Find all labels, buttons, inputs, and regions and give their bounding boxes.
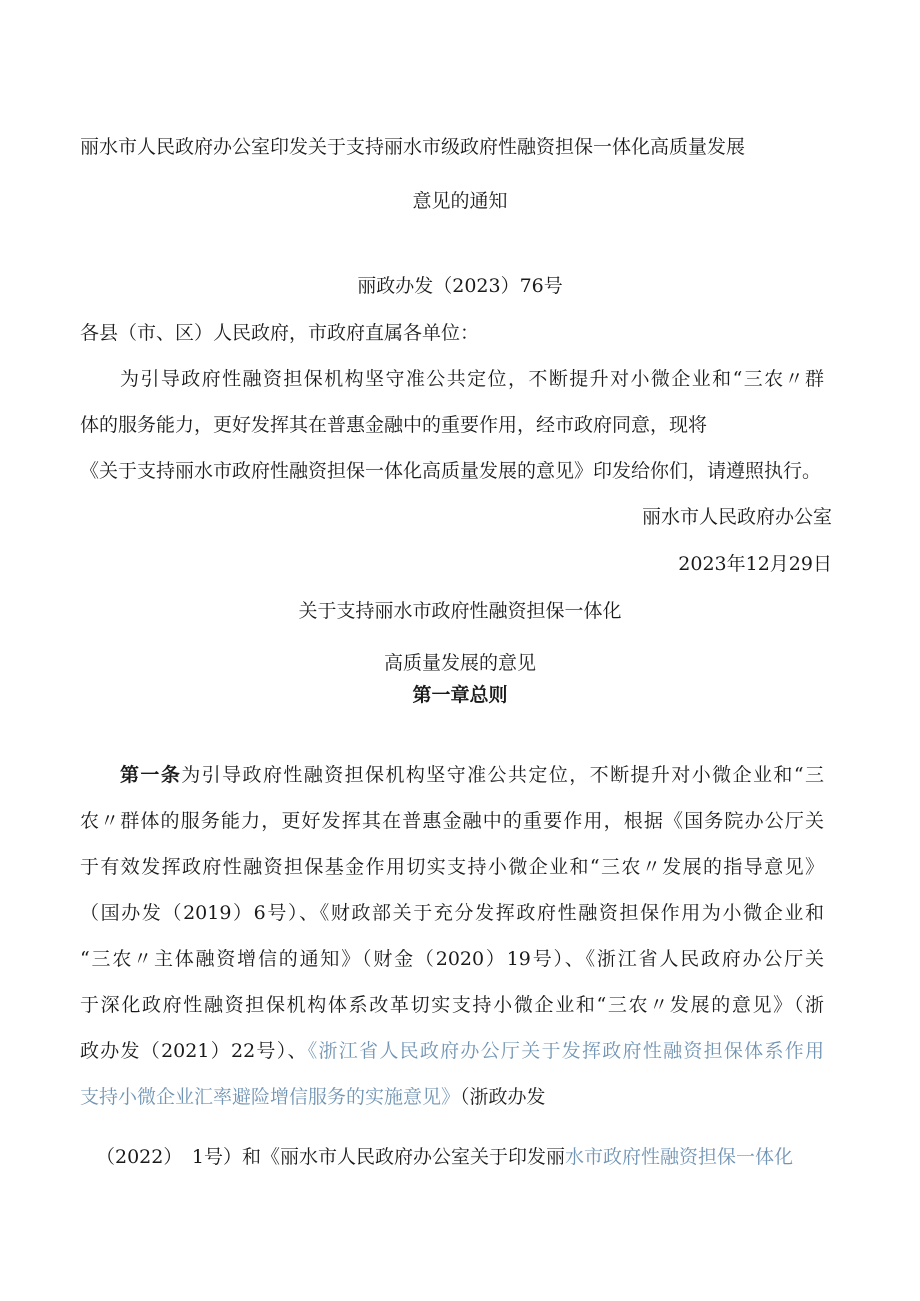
article1-line9 bbox=[96, 1142, 793, 1169]
article-label: 第一条 bbox=[120, 764, 182, 786]
document-number: 丽政办发（2023）76号 bbox=[357, 275, 563, 297]
notice-body-line1: 为引导政府性融资担保机构坚守准公共定位，不断提升对小微企业和“三农〃群 bbox=[120, 368, 824, 390]
article1-line7-text: 政办发（2021）22号）、 bbox=[80, 1040, 308, 1062]
notice-title-line2: 意见的通知 bbox=[412, 190, 508, 212]
zhejiang-opinion-link-cont[interactable]: 支持小微企业汇率避险增信服务的实施意见》 bbox=[80, 1086, 461, 1108]
notice-body-line2: 体的服务能力，更好发挥其在普惠金融中的重要作用，经市政府同意，现将 bbox=[80, 414, 708, 436]
issuer: 丽水市人民政府办公室 bbox=[641, 506, 832, 528]
zhejiang-opinion-link[interactable]: 《浙江省人民政府办公厅关于发挥政府性融资担保体系作用 bbox=[307, 1040, 824, 1062]
article1-line9-text: （2022） 1号）和《丽水市人民政府办公室关于印发丽 bbox=[96, 1146, 565, 1168]
article1-line8 bbox=[80, 1082, 546, 1109]
opinion-title-line2: 高质量发展的意见 bbox=[383, 652, 536, 674]
article1-line1 bbox=[120, 760, 824, 787]
article1-line6: 于深化政府性融资担保机构体系改革切实支持小微企业和“三农〃发展的意见》（浙 bbox=[80, 994, 824, 1016]
article1-line5: “三农〃主体融资增信的通知》（财金（2020）19号）、《浙江省人民政府办公厅关 bbox=[80, 948, 824, 970]
lishui-opinion-link[interactable]: 水市政府性融资担保一体化 bbox=[564, 1146, 793, 1168]
article1-line8-text: （浙政办发 bbox=[460, 1086, 546, 1108]
article1-line2: 农〃群体的服务能力，更好发挥其在普惠金融中的重要作用，根据《国务院办公厅关 bbox=[80, 810, 824, 832]
article1-line3: 于有效发挥政府性融资担保基金作用切实支持小微企业和“三农〃发展的指导意见》 bbox=[80, 856, 824, 878]
notice-body-line3: 《关于支持丽水市政府性融资担保一体化高质量发展的意见》印发给你们，请遵照执行。 bbox=[80, 460, 822, 482]
article1-line7 bbox=[80, 1036, 824, 1063]
article1-line1-text: 为引导政府性融资担保机构坚守准公共定位，不断提升对小微企业和“三 bbox=[181, 764, 824, 786]
article1-line4: （国办发（2019）6号）、《财政部关于充分发挥政府性融资担保作用为小微企业和 bbox=[80, 902, 824, 924]
opinion-title-line1: 关于支持丽水市政府性融资担保一体化 bbox=[298, 600, 622, 622]
issue-date: 2023年12月29日 bbox=[678, 553, 832, 575]
notice-title-line1: 丽水市人民政府办公室印发关于支持丽水市级政府性融资担保一体化高质量发展 bbox=[80, 136, 746, 158]
chapter-title: 第一章总则 bbox=[412, 684, 508, 706]
addressee: 各县（市、区）人民政府，市政府直属各单位： bbox=[80, 322, 480, 344]
